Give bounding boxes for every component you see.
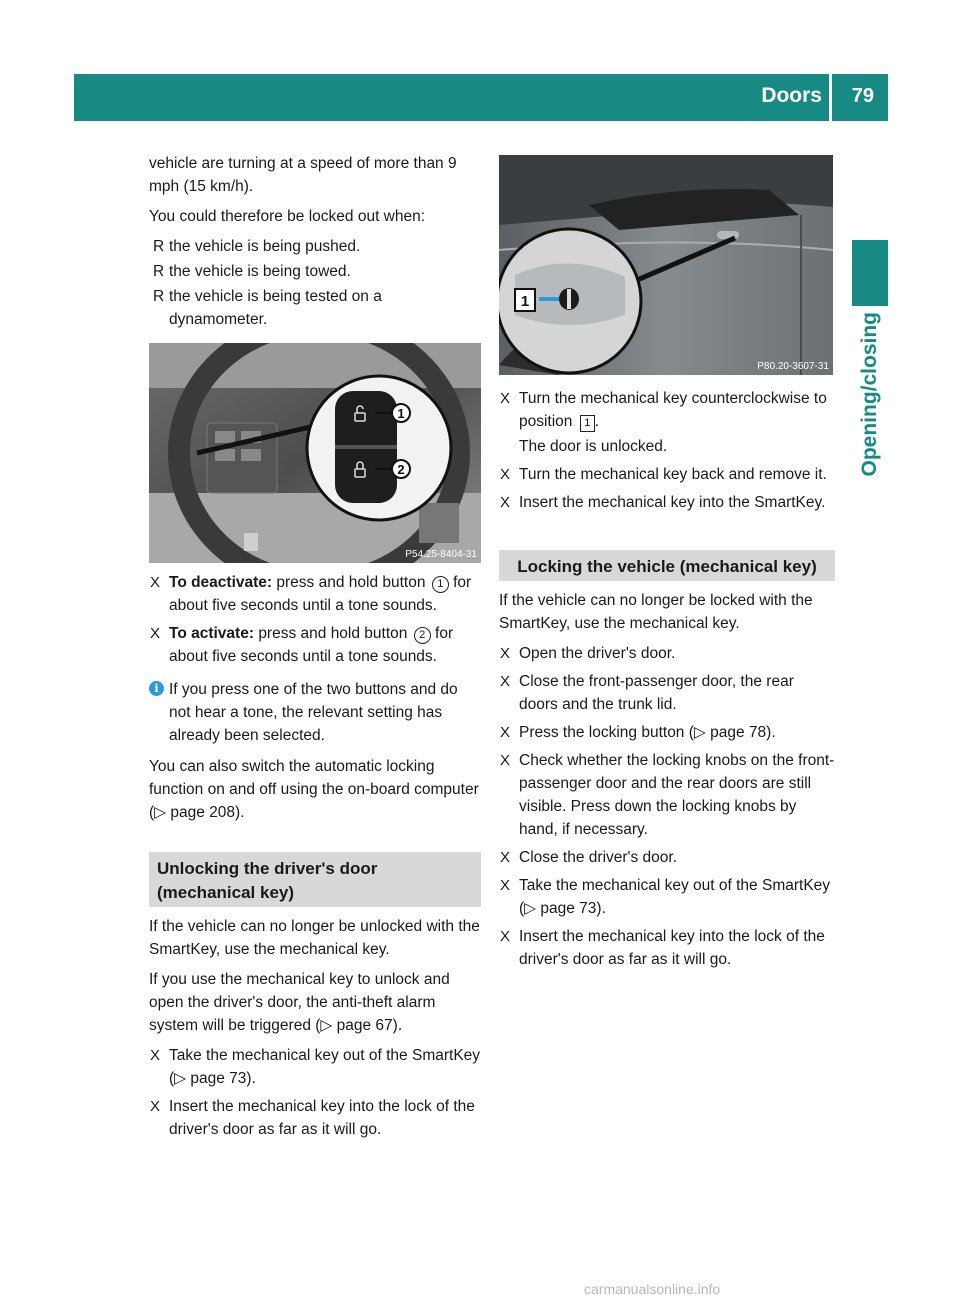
list-item: X Turn the mechanical key back and remove it. xyxy=(500,466,827,483)
list-item: X Close the driver's door. xyxy=(500,849,678,866)
unlock-para-2: If you use the mechanical key to unlock and open the driver's door, the anti-theft alarm system will be triggered (▷ page 67). xyxy=(149,971,450,1034)
list-item: X Insert the mechanical key into the SmartKey. xyxy=(500,494,826,511)
door-unlocked-text: The door is unlocked. xyxy=(519,438,668,455)
list-item: R the vehicle is being towed. xyxy=(153,263,351,280)
list-item: X Press the locking button (▷ page 78). xyxy=(500,724,776,741)
list-item: X Open the driver's door. xyxy=(500,645,676,662)
list-item: R the vehicle is being tested on a dynamometer. xyxy=(153,288,382,328)
list-item: X Insert the mechanical key into the lock of the driver's door as far as it will go. xyxy=(150,1098,475,1138)
header-divider xyxy=(829,74,832,121)
steering-wheel-illustration xyxy=(149,343,481,563)
list-item: X Close the front-passenger door, the rear doors and the trunk lid. xyxy=(500,673,794,713)
list-item: R the vehicle is being pushed. xyxy=(153,238,361,255)
locking-para: If the vehicle can no longer be locked with the SmartKey, use the mechanical key. xyxy=(499,592,813,632)
door-lock-figure xyxy=(499,155,833,375)
section-heading-unlocking: Unlocking the driver's door (mechanical key) xyxy=(149,852,481,907)
intro-text: vehicle are turning at a speed of more than 9 mph (15 km/h). xyxy=(149,155,457,195)
list-item: X Check whether the locking knobs on the front-passenger door and the rear doors are still visible. Press down the locking knobs by hand, if necessary. xyxy=(500,752,835,838)
info-note: i If you press one of the two buttons and do not hear a tone, the relevant setting has already been selected. xyxy=(149,678,481,747)
section-heading-locking: Locking the vehicle (mechanical key) xyxy=(499,550,835,581)
step-deactivate: X To deactivate: press and hold button 1 for about five seconds until a tone sounds. xyxy=(150,574,472,614)
footer-watermark: carmanualsonline.info xyxy=(584,1281,721,1297)
page-number: 79 xyxy=(851,85,874,107)
lockout-intro: You could therefore be locked out when: xyxy=(149,208,426,225)
step-activate: X To activate: press and hold button 2 for about five seconds until a tone sounds. xyxy=(150,625,454,665)
figure-code: P80.20-3607-31 xyxy=(757,361,829,372)
left-column xyxy=(149,152,481,1146)
list-item: X Insert the mechanical key into the lock of the driver's door as far as it will go. xyxy=(500,928,825,968)
onboard-text: You can also switch the automatic locking function on and off using the on-board computer (▷ page 208). xyxy=(149,758,479,821)
callout-1-label: 1 xyxy=(397,406,405,421)
section-title: Doors xyxy=(761,84,822,107)
unlock-para-1: If the vehicle can no longer be unlocked with the SmartKey, use the mechanical key. xyxy=(149,918,480,958)
chapter-tab xyxy=(852,240,888,306)
list-item: X Take the mechanical key out of the SmartKey (▷ page 73). xyxy=(500,877,831,917)
steering-wheel-figure xyxy=(149,343,481,563)
chapter-label: Opening/closing xyxy=(858,312,881,477)
figure-code: P54.25-8404-31 xyxy=(405,549,477,560)
door-lock-illustration xyxy=(499,155,833,375)
step-turn-key: X Turn the mechanical key counterclockwise to position 1 . xyxy=(500,390,827,430)
right-column xyxy=(499,155,835,976)
position-1-label: 1 xyxy=(520,293,530,310)
page-header xyxy=(74,74,888,121)
list-item: X Take the mechanical key out of the SmartKey (▷ page 73). xyxy=(150,1047,481,1087)
callout-2-label: 2 xyxy=(397,462,405,477)
info-icon: i xyxy=(149,681,164,696)
